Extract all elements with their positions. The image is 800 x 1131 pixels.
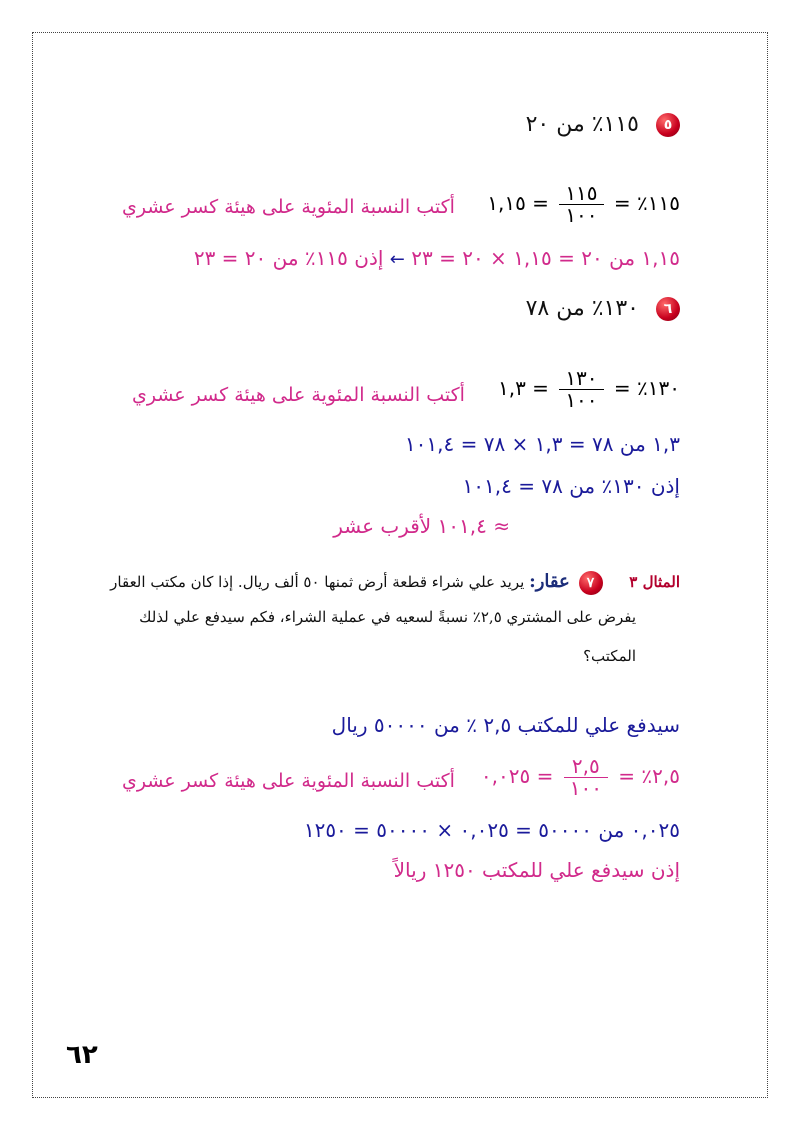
problem-5-badge: ٥ bbox=[656, 113, 680, 137]
example-3-eq-left: ٢,٥٪ = bbox=[618, 764, 680, 788]
example-3-frac-den: ١٠٠ bbox=[569, 776, 602, 800]
problem-6-header bbox=[526, 296, 680, 321]
problem-6-eq-left: ١٣٠٪ = bbox=[613, 376, 680, 400]
problem-5-title: ١١٥٪ من ٢٠ bbox=[525, 112, 639, 137]
problem-6-line3: إذن ١٣٠٪ من ٧٨ = ١٠١,٤ bbox=[462, 474, 680, 498]
example-3-answer3: إذن سيدفع علي للمكتب ١٢٥٠ ريالاً bbox=[393, 858, 680, 882]
example-3-text2: يفرض على المشتري ٢,٥٪ نسبةً لسعيه في عملية الشراء، فكم سيدفع علي لذلك bbox=[139, 608, 636, 626]
example-3-eq-right: = ٠,٠٢٥ bbox=[480, 764, 554, 788]
problem-5-equation bbox=[487, 183, 680, 226]
example-3-fraction bbox=[564, 756, 608, 799]
example-3-answer1: سيدفع علي للمكتب ٢,٥ ٪ من ٥٠٠٠٠ ريال bbox=[331, 713, 680, 737]
problem-5-eq-right: = ١,١٥ bbox=[487, 191, 549, 215]
arrow-left-icon: ← bbox=[389, 249, 405, 270]
example-3-answer2: ٠,٠٢٥ من ٥٠٠٠٠ = ٠,٠٢٥ × ٥٠٠٠٠ = ١٢٥٠ bbox=[303, 818, 680, 842]
problem-6-note: أكتب النسبة المئوية على هيئة كسر عشري bbox=[132, 384, 465, 406]
example-3-text1: يريد علي شراء قطعة أرض ثمنها ٥٠ ألف ريال. إذا كان مكتب العقار bbox=[110, 573, 525, 591]
example-3-text3: المكتب؟ bbox=[583, 647, 636, 665]
problem-6-line2: ١,٣ من ٧٨ = ١,٣ × ٧٨ = ١٠١,٤ bbox=[404, 432, 680, 456]
example-3-title: عقار: bbox=[529, 571, 570, 592]
problem-5-header bbox=[526, 112, 680, 137]
problem-6-eq-right: = ١,٣ bbox=[497, 376, 549, 400]
page-number: ٦٢ bbox=[66, 1040, 98, 1070]
problem-5-eq-left: ١١٥٪ = bbox=[613, 191, 680, 215]
problem-5-line2-part1: ١,١٥ من ٢٠ = ١,١٥ × ٢٠ = ٢٣ bbox=[411, 246, 680, 270]
problem-6-fraction bbox=[559, 368, 603, 411]
problem-6-frac-num: ١٣٠ bbox=[559, 368, 603, 390]
example-3-equation bbox=[481, 756, 680, 799]
example-3-frac-num: ٢,٥ bbox=[564, 756, 608, 778]
problem-6-title: ١٣٠٪ من ٧٨ bbox=[525, 296, 639, 321]
example-3-line1 bbox=[110, 566, 680, 598]
problem-5-note: أكتب النسبة المئوية على هيئة كسر عشري bbox=[122, 196, 455, 218]
example-3-note: أكتب النسبة المئوية على هيئة كسر عشري bbox=[122, 770, 455, 792]
problem-5-frac-num: ١١٥ bbox=[559, 183, 603, 205]
example-3-label: المثال ٣ bbox=[629, 573, 680, 591]
problem-6-line4: ≈ ١٠١,٤ لأقرب عشر bbox=[333, 514, 510, 538]
problem-5-frac-den: ١٠٠ bbox=[565, 203, 598, 227]
problem-6-frac-den: ١٠٠ bbox=[565, 388, 598, 412]
problem-5-line2 bbox=[194, 246, 680, 270]
problem-5-fraction bbox=[559, 183, 603, 226]
problem-6-equation bbox=[498, 368, 680, 411]
problem-6-badge: ٦ bbox=[656, 297, 680, 321]
example-3-badge: ٧ bbox=[579, 571, 603, 595]
problem-5-line2-part2: إذن ١١٥٪ من ٢٠ = ٢٣ bbox=[193, 246, 384, 270]
